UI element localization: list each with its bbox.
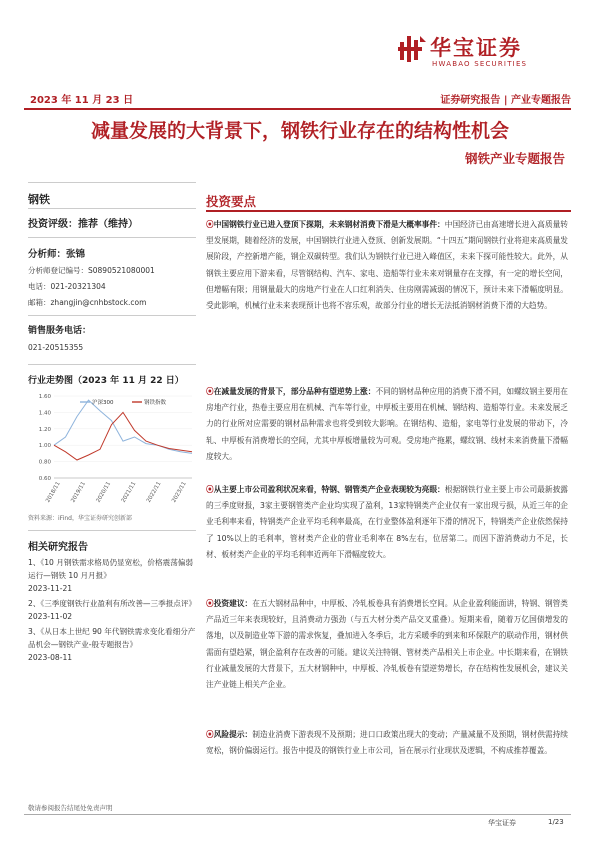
page-title: 减量发展的大背景下，钢铁行业存在的结构性机会 xyxy=(90,120,509,142)
page-subtitle: 钢铁产业专题报告 xyxy=(464,151,565,166)
key-point-1 xyxy=(206,217,568,314)
y-tick-label: 0.60 xyxy=(38,476,51,482)
key-point-heading: 在减量发展的背景下，部分品种有望逆势上涨： xyxy=(213,387,376,396)
related-report-title: 3、《从日本上世纪 90 年代钢铁需求变化看细分产品机会—钢铁产业-般专题报告》 xyxy=(28,627,196,649)
y-tick-label: 1.60 xyxy=(38,394,51,400)
list-item[interactable] xyxy=(28,625,196,664)
list-item[interactable] xyxy=(28,556,196,595)
report-type: 证券研究报告 | 产业专题报告 xyxy=(440,95,571,106)
bullet-icon: ⦿ xyxy=(206,387,214,396)
left-divider xyxy=(28,315,196,316)
analyst-phone: 电话：021-20321304 xyxy=(28,282,106,291)
header-divider xyxy=(24,108,571,110)
related-report-date: 2023-11-21 xyxy=(28,584,73,593)
x-tick-label: 2023/11 xyxy=(171,481,188,504)
related-report-title: 2、《三季度钢铁行业盈利有所改善—三季报点评》 xyxy=(28,599,197,608)
bullet-icon: ⦿ xyxy=(206,485,214,494)
investment-rating: 投资评级：推荐（维持） xyxy=(28,219,138,230)
key-point-text: 不同的钢材品种应用的消费下滑不同，如螺纹钢主要用在房地产行业，热卷主要应用在机械、汽车等行业，中厚板主要用在机械、钢结构、造船等行业。未来发展乏力的行业所对应需要的钢材品种需求也将受到较大影响。在钢结构、造船，家电等行业发展的带动下，冷轧、中厚板有消费增长的空间，尤其中厚板增量较为可观。受房地产拖累，螺纹钢、线材未来消费量下滑幅度较大。 xyxy=(206,387,568,461)
report-date: 2023 年 11 月 23 日 xyxy=(30,95,134,106)
key-point-5 xyxy=(206,727,568,759)
left-divider xyxy=(28,182,196,183)
left-divider xyxy=(28,208,196,209)
left-divider xyxy=(28,237,196,238)
section-title: 投资要点 xyxy=(206,194,257,209)
key-point-heading: 中国钢铁行业已进入登顶下探期，未来钢材消费下滑是大概率事件： xyxy=(213,220,445,229)
series-line xyxy=(54,412,192,460)
disclaimer-note: 敬请参阅报告结尾处免责声明 xyxy=(28,804,113,812)
chart-source: 资料来源：iFind，华宝证券研究创新部 xyxy=(28,515,132,522)
sales-phone: 021-20515355 xyxy=(28,343,84,352)
legend-label: 钢铁指数 xyxy=(144,400,167,406)
bullet-icon: ⦿ xyxy=(206,730,214,739)
trend-chart-label: 行业走势图（2023 年 11 月 22 日） xyxy=(28,376,184,386)
left-divider xyxy=(28,530,196,531)
footer-brand: 华宝证券 xyxy=(488,819,516,827)
key-point-heading: 从主要上市公司盈利状况来看，特钢、钢管类产企业表现较为亮眼： xyxy=(213,485,445,494)
legend-label: 沪深300 xyxy=(92,400,114,406)
key-point-2 xyxy=(206,384,568,465)
bullet-icon: ⦿ xyxy=(206,599,214,608)
analyst-cert: 分析师登记编号：S0890521080001 xyxy=(28,266,155,275)
trend-chart xyxy=(28,390,196,508)
related-reports-label: 相关研究报告 xyxy=(28,542,88,553)
logo-english: HWABAO SECURITIES xyxy=(432,60,528,68)
sector-label: 钢铁 xyxy=(28,193,50,206)
left-divider xyxy=(28,364,196,365)
logo-text: 华宝证券 xyxy=(430,36,522,60)
section-divider xyxy=(206,210,571,212)
y-tick-label: 1.40 xyxy=(38,410,51,417)
footer-divider xyxy=(24,814,571,815)
related-report-date: 2023-11-02 xyxy=(28,612,73,621)
key-point-text: 在五大钢材品种中，中厚板、冷轧板卷具有消费增长空间。从企业盈利能面讲，特钢、钢管类产品近三年来表现较好，且消费动力强劲（与五大材分类产品交叉重叠）。短期来看，随着万亿国债增发的落地，以及制造业等下游的需求恢复，叠加进入冬季后，北方采暖季的到来和环保限产的联动作用，钢材供需面有望趋紧，钢企盈利存在改善的可能。建议关注特钢、管材类产品相关上市企业。中长期来看，在钢铁行业减量发展的大背景下，五大材钢种中，中厚板、冷轧板卷有望逆势增长，存在结构性发展机会，建议关注产业链上相关产企业。 xyxy=(206,599,568,690)
x-tick-label: 2018/11 xyxy=(45,481,62,504)
key-point-text: 中国经济已由高速增长进入高质量转型发展期，随着经济的发展，中国钢铁行业进入登顶、创新发展期。“十四五”期间钢铁行业将迎来高质量发展阶段，产控新增产能，钢企双碳转型。我们认为钢铁行业已进入峰值区，未来下探可能性较大。此外，从钢铁主要应用下游来看，尽管钢结构、汽车、家电、造船等行业未来对钢量存在支撑，有一定的增长空间，但增幅有限；用钢量最大的房地产行业在人口红利消失、住房刚需减弱的情况下，预计未来下滑幅度明显。受此影响，机械行业未来表现预计也将不容乐观，故部分行业的增长无法抵消钢材消费下滑的大趋势。 xyxy=(206,220,568,311)
related-report-date: 2023-08-11 xyxy=(28,653,73,662)
key-point-heading: 投资建议： xyxy=(213,599,253,608)
y-tick-label: 1.20 xyxy=(38,426,51,433)
key-point-4 xyxy=(206,596,568,693)
key-point-heading: 风险提示： xyxy=(213,730,253,739)
analyst-name: 分析师：张锦 xyxy=(28,249,86,260)
key-point-text: 制造业消费下游表现不及预期；进口口政策出现大的变动；产量减量不及预期，钢材供需持续宽松，钢价偏弱运行。报告中提及的钢铁行业上市公司，旨在展示行业现状及逻辑，不构成推荐覆盖。 xyxy=(206,730,568,756)
list-item[interactable] xyxy=(28,597,196,623)
y-tick-label: 0.80 xyxy=(38,459,51,466)
x-tick-label: 2022/11 xyxy=(145,481,163,504)
logo-icon xyxy=(398,34,426,64)
related-reports-list xyxy=(28,556,196,666)
key-point-3 xyxy=(206,482,568,563)
key-point-text: 根据钢铁行业主要上市公司最新披露的三季度财报，3家主要钢管类产企业均实现了盈利，13家特钢类产企业仅有一家出现亏损，从近三年的企业毛利率来看，特钢类产企业平均毛利率最高，在行业整体盈利逐年下滑的情况下，特钢类产企业依然保持了 10%以上的毛利率，管材类产企业的营业毛利率在 8%左右，位居第二。而因下游消费动力不足，长材、板材类产企业的平均毛利率近两年下滑幅度较大。 xyxy=(206,485,568,559)
page-number: 1/23 xyxy=(548,818,564,826)
x-tick-label: 2019/11 xyxy=(70,481,87,504)
y-tick-label: 1.00 xyxy=(38,443,51,450)
analyst-email[interactable]: 邮箱：zhangjin@cnhbstock.com xyxy=(28,298,147,307)
bullet-icon: ⦿ xyxy=(206,220,214,229)
x-tick-label: 2021/11 xyxy=(120,481,138,504)
related-report-title: 1、《10 月钢铁需求格局仍显宽松，价格震荡偏弱运行—钢铁 10 月月报》 xyxy=(28,558,193,580)
x-tick-label: 2020/11 xyxy=(95,481,113,504)
sales-label: 销售服务电话： xyxy=(28,326,92,336)
